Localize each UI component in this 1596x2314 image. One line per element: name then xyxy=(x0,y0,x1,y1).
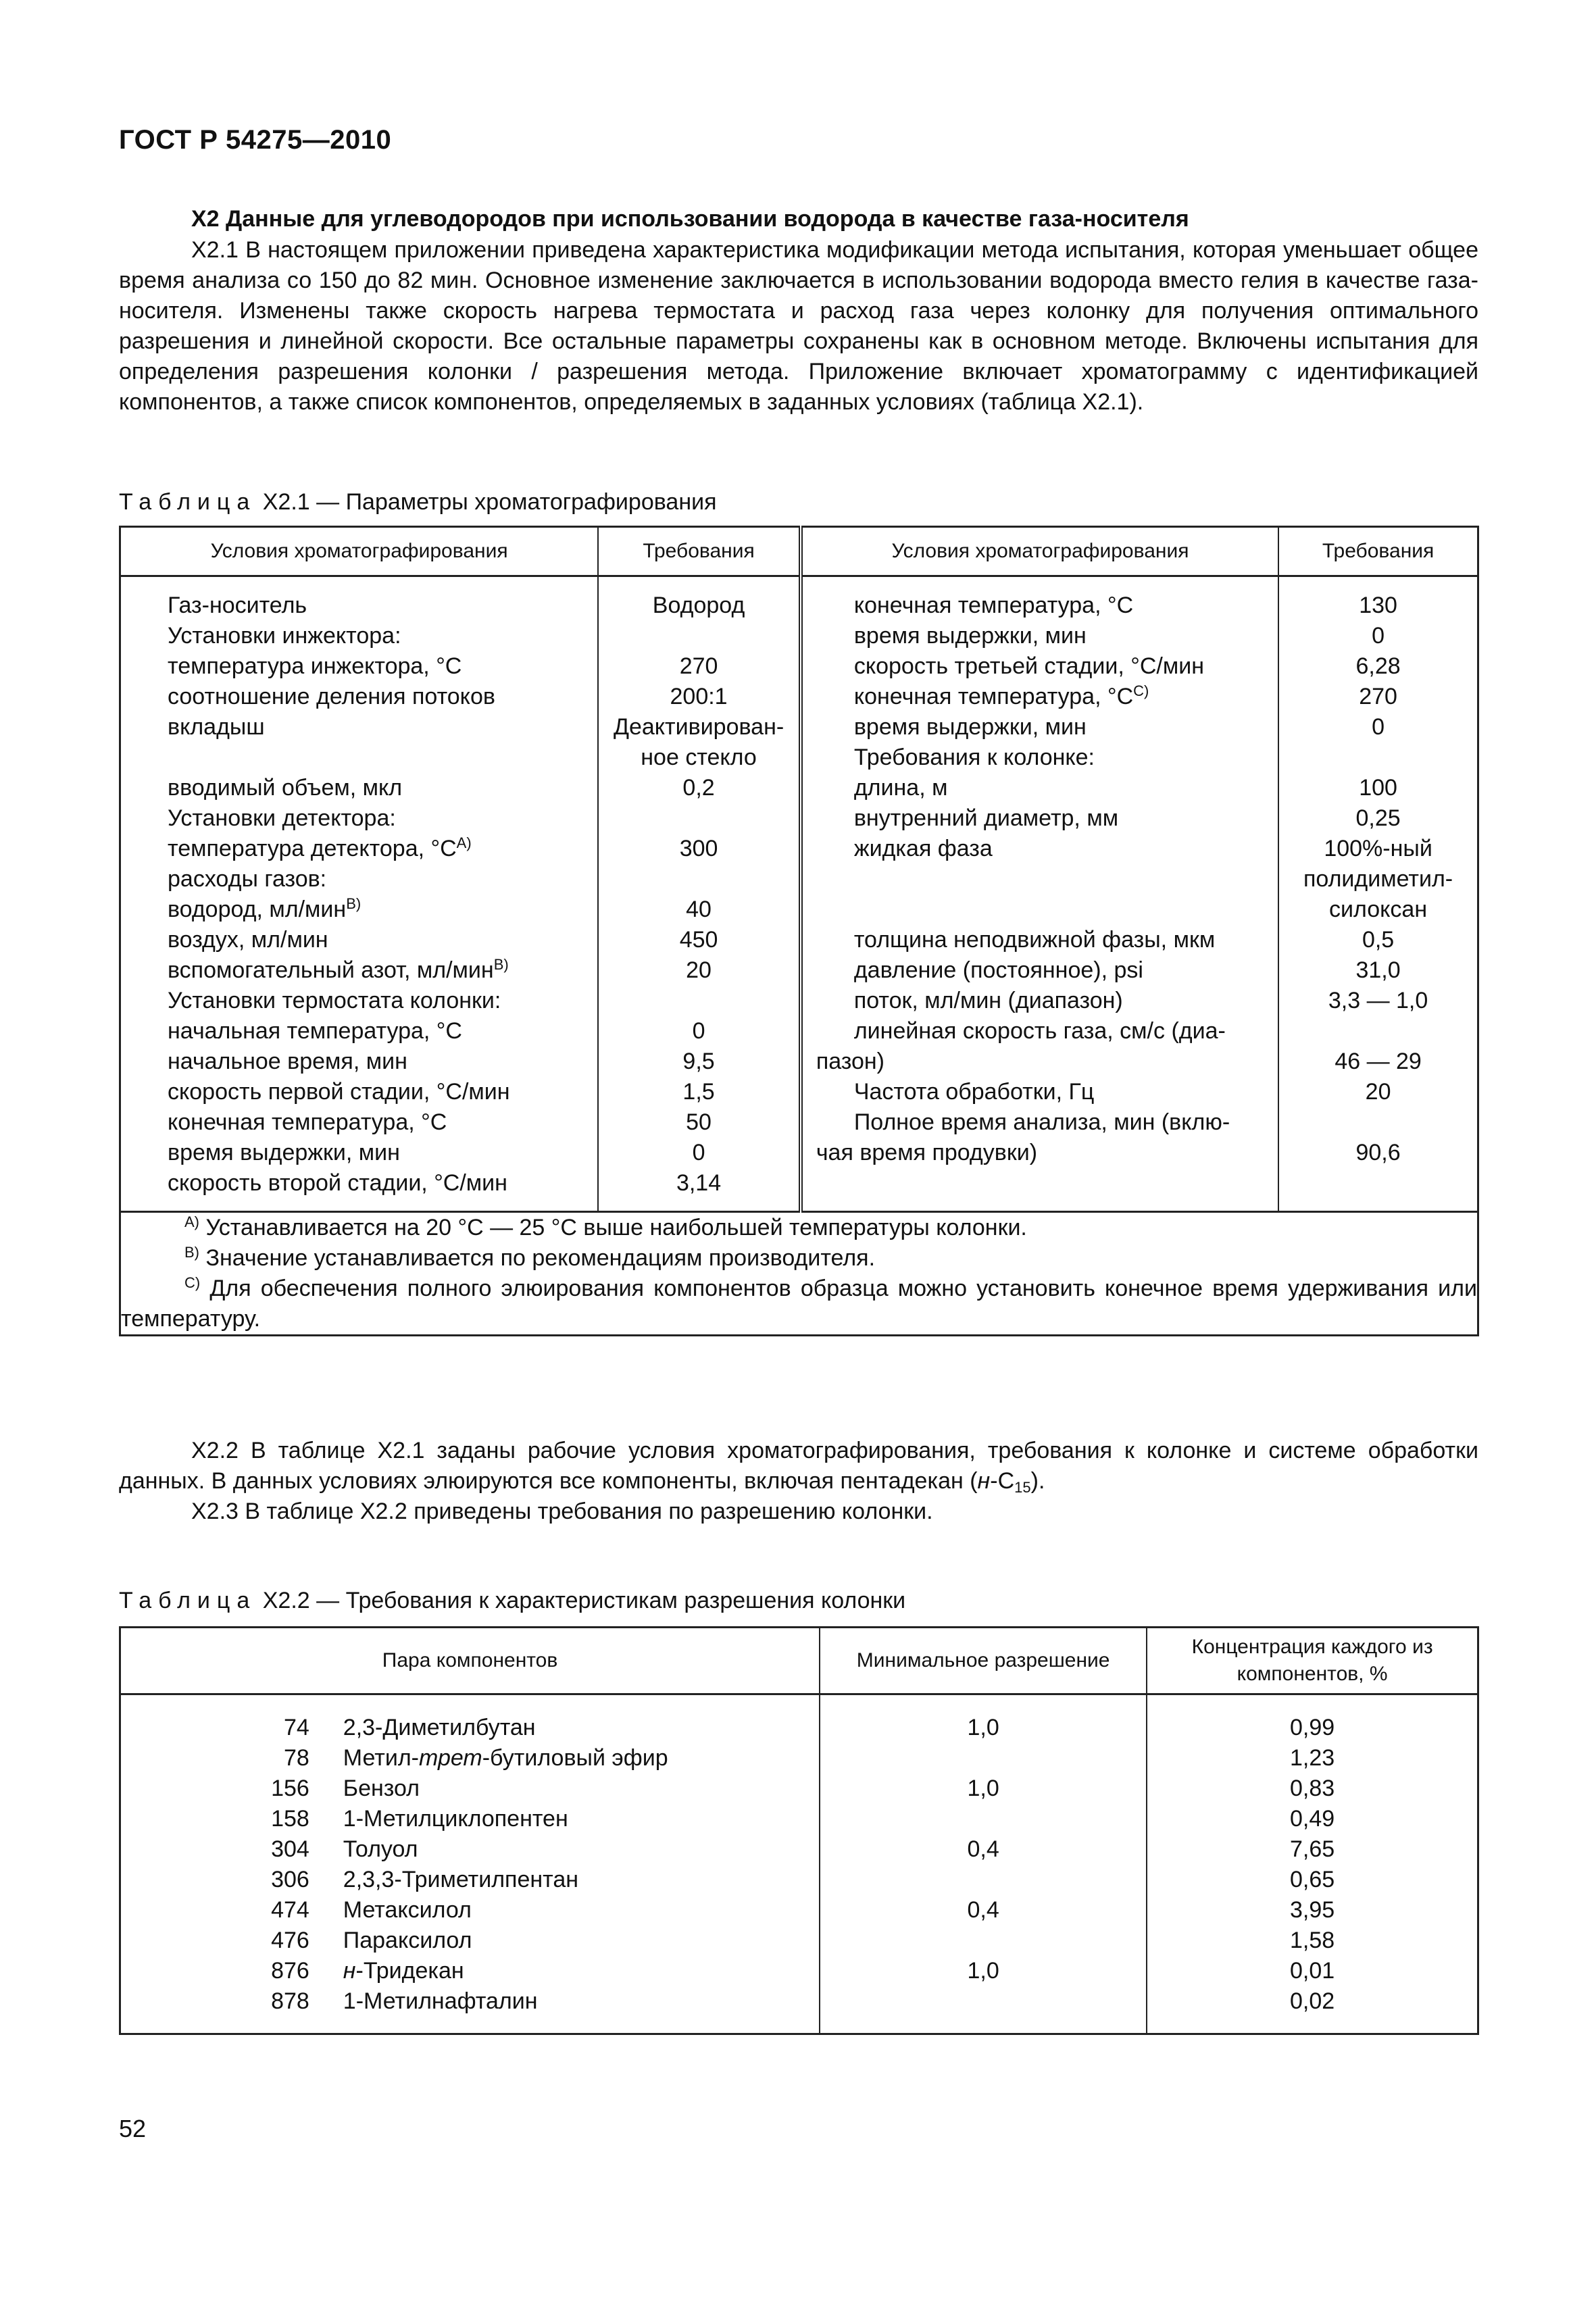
table2-resolution xyxy=(821,1926,1145,1956)
table2-concentration-value: 1,23 xyxy=(1290,1745,1335,1771)
table1-condition: вкладыш xyxy=(168,714,265,740)
table1-value: силоксан xyxy=(1329,897,1428,922)
table1-footnote: $^{B)}$ Значение устанавливается по рекомендациям производителя. xyxy=(184,1244,876,1271)
table1-value: 90,6 xyxy=(1355,1140,1401,1165)
table2-component-name: Толуол xyxy=(343,1836,418,1862)
table2-pair-number: 74 xyxy=(283,1715,309,1740)
table1-value xyxy=(1279,1168,1477,1199)
table2-pair-number: 156 xyxy=(271,1776,309,1801)
table2-pair-number: 878 xyxy=(271,1988,309,2014)
table2-component-name: Метил-трет-бутиловый эфир xyxy=(343,1745,668,1771)
table2-concentration-value: 1,58 xyxy=(1290,1928,1335,1953)
table1-condition: скорость третьей стадии, °С/мин xyxy=(853,653,1205,679)
table2-pair-numbers xyxy=(120,1694,343,2034)
table1-condition: время выдержки, мин xyxy=(853,623,1087,649)
table1-condition: вспомогательный азот, мл/мин$^{B)}$ xyxy=(168,956,509,983)
table2-pair-number: 474 xyxy=(271,1897,309,1923)
table2-pair-number: 476 xyxy=(271,1928,309,1953)
table2-concentration-value: 0,65 xyxy=(1290,1867,1335,1892)
table2-pair-number: 158 xyxy=(271,1806,309,1832)
table2-pair-number: 876 xyxy=(271,1958,309,1984)
table1-condition: начальное время, мин xyxy=(168,1049,407,1074)
page-number: 52 xyxy=(119,2115,147,2142)
table1-condition: температура детектора, $^\circ С^{A)}$ xyxy=(168,834,472,861)
table1-condition: пазон) xyxy=(816,1049,884,1074)
table1-value xyxy=(1279,743,1477,773)
table1-condition xyxy=(121,743,597,773)
table1-header-cell: Условия хроматографирования xyxy=(120,527,599,576)
table1-condition: Частота обработки, Гц xyxy=(853,1079,1095,1105)
table1-value: 31,0 xyxy=(1355,957,1401,983)
table1-left-values xyxy=(598,576,801,1212)
table1-value: 0,2 xyxy=(682,775,715,801)
table1-value: 6,28 xyxy=(1355,653,1401,679)
table1-condition: Установки детектора: xyxy=(168,805,396,831)
table1-value xyxy=(599,621,799,651)
table1-condition: поток, мл/мин (диапазон) xyxy=(853,988,1123,1013)
table2-resolution: 1,0 xyxy=(967,1776,999,1801)
table1-condition: чая время продувки) xyxy=(816,1140,1038,1165)
table1-condition: соотношение деления потоков xyxy=(168,684,495,709)
table1-value: Водород xyxy=(652,593,745,618)
section-title: X2 Данные для углеводородов при использовании водорода в качестве газа-носителя xyxy=(191,206,1189,232)
table1-value: 3,14 xyxy=(676,1170,722,1196)
table2-component-name: Бензол xyxy=(343,1776,420,1801)
table2-component-name: 1-Метилциклопентен xyxy=(343,1806,568,1832)
table-resolution-requirements xyxy=(119,1626,1479,2035)
table1-value: 46 — 29 xyxy=(1335,1049,1422,1074)
table2-body-row xyxy=(120,1694,1478,2034)
table1-caption: Таблица X2.1 — Параметры хроматографирования xyxy=(119,489,717,515)
table1-value: 300 xyxy=(679,836,718,861)
table2-concentration-value: 0,49 xyxy=(1290,1806,1335,1832)
table1-value: 100%-ный xyxy=(1324,836,1432,861)
table1-value: 0 xyxy=(692,1018,705,1044)
table1-condition xyxy=(803,1168,1278,1199)
table1-value xyxy=(1279,1016,1477,1047)
table1-condition: конечная температура, $^\circ С^{C)}$ xyxy=(853,682,1149,709)
table1-condition: внутренний диаметр, мм xyxy=(853,805,1119,831)
table1-left-conditions xyxy=(120,576,599,1212)
table2-caption: Таблица X2.2 — Требования к характеристикам разрешения колонки xyxy=(119,1588,906,1613)
table2-resolution: 1,0 xyxy=(967,1958,999,1984)
table2-component-name: 1-Метилнафталин xyxy=(343,1988,538,2014)
table2-concentration-value: 0,01 xyxy=(1290,1958,1335,1984)
paragraph-x2-3: X2.3 В таблице X2.2 приведены требования по разрешению колонки. xyxy=(191,1499,933,1524)
table2-component-name: н-Тридекан xyxy=(343,1958,464,1984)
table1-condition: вводимый объем, мкл xyxy=(168,775,403,801)
table2-concentration-value: 0,83 xyxy=(1290,1776,1335,1801)
table2-min-resolution xyxy=(820,1694,1147,2034)
table1-value: 20 xyxy=(686,957,712,983)
table1-condition: температура инжектора, °С xyxy=(168,653,462,679)
table2-header-cell: Минимальное разрешение xyxy=(820,1628,1147,1694)
document-header-id: ГОСТ Р 54275—2010 xyxy=(119,125,392,155)
table1-value: 40 xyxy=(686,897,712,922)
table2-component-name: 2,3-Диметилбутан xyxy=(343,1715,536,1740)
table1-header-cell: Требования xyxy=(598,527,801,576)
table2-resolution xyxy=(821,1743,1145,1774)
table1-value: 130 xyxy=(1359,593,1397,618)
table1-value: 0 xyxy=(692,1140,705,1165)
table1-value: полидиметил- xyxy=(1303,866,1453,892)
table1-value: 270 xyxy=(1359,684,1397,709)
table1-value xyxy=(599,986,799,1016)
table2-concentration-value: 3,95 xyxy=(1290,1897,1335,1923)
table1-header-cell: Требования xyxy=(1278,527,1478,576)
table1-condition: время выдержки, мин xyxy=(168,1140,400,1165)
table1-condition: Требования к колонке: xyxy=(853,745,1095,770)
table2-header-cell: Концентрация каждого из компонентов, % xyxy=(1147,1628,1478,1694)
table2-resolution xyxy=(821,1804,1145,1834)
table1-value: 3,3 — 1,0 xyxy=(1328,988,1428,1013)
table1-condition: Газ-носитель xyxy=(168,593,307,618)
table2-concentration-value: 0,99 xyxy=(1290,1715,1335,1740)
table1-value: ное стекло xyxy=(641,745,757,770)
table1-footnote: $^{C)}$ Для обеспечения полного элюирования компонентов образца можно установить конечное время удерживания или температуру. xyxy=(121,1274,1477,1332)
table1-right-values xyxy=(1278,576,1478,1212)
table1-condition: Установки инжектора: xyxy=(168,623,401,649)
table1-value: 9,5 xyxy=(682,1049,715,1074)
table1-condition: начальная температура, °С xyxy=(168,1018,462,1044)
table1-header-row xyxy=(120,527,1478,576)
table1-value: 450 xyxy=(679,927,718,953)
table1-value xyxy=(599,803,799,834)
table1-value: 20 xyxy=(1365,1079,1391,1105)
table1-condition: скорость второй стадии, °С/мин xyxy=(168,1170,507,1196)
table2-concentration-value: 0,02 xyxy=(1290,1988,1335,2014)
table1-value: 50 xyxy=(686,1109,712,1135)
paragraph-x2-1: X2.1 В настоящем приложении приведена характеристика модификации метода испытания, которая уменьшает общее время анализа со 150 до 82 мин. Основное изменение заключается в использовании водорода вместо гелия в качестве газа-носителя. Изменены также скорость нагрева термостата и расход газа через колонку для получения оптимального разрешения и линейной скорости. Все остальные параметры сохранены как в основном методе. Включены испытания для определения разрешения колонки / разрешения метода. Приложение включает хроматограмму с идентификацией компонентов, а также список компонентов, определяемых в заданных условиях (таблица X2.1). xyxy=(119,237,1478,415)
table1-condition: время выдержки, мин xyxy=(853,714,1087,740)
table1-notes-row xyxy=(120,1212,1478,1336)
table2-component-name: Параксилол xyxy=(343,1928,472,1953)
table2-resolution xyxy=(821,1865,1145,1895)
table2-resolution: 1,0 xyxy=(967,1715,999,1740)
table1-condition: длина, м xyxy=(853,775,948,801)
table-chromatography-params xyxy=(119,526,1479,1336)
table1-value: 0 xyxy=(1372,623,1385,649)
table1-value: 270 xyxy=(679,653,718,679)
table2-pair-number: 78 xyxy=(283,1745,309,1771)
table1-condition xyxy=(803,895,1278,925)
table1-condition: линейная скорость газа, см/с (диа- xyxy=(853,1018,1226,1044)
table1-header-cell: Условия хроматографирования xyxy=(801,527,1278,576)
table1-condition: жидкая фаза xyxy=(853,836,993,861)
table1-condition: Установки термостата колонки: xyxy=(168,988,501,1013)
table1-condition: расходы газов: xyxy=(168,866,327,892)
table1-condition: водород, мл/мин$^{B)}$ xyxy=(168,895,361,922)
table2-pair-number: 306 xyxy=(271,1867,309,1892)
table1-value: 0,25 xyxy=(1355,805,1401,831)
table2-header-cell: Пара компонентов xyxy=(120,1628,820,1694)
table1-condition: воздух, мл/мин xyxy=(168,927,328,953)
table2-component-names xyxy=(343,1694,820,2034)
table2-concentration-value: 7,65 xyxy=(1290,1836,1335,1862)
table1-condition: конечная температура, °С xyxy=(853,593,1134,618)
table2-resolution: 0,4 xyxy=(967,1897,999,1923)
table1-condition: толщина неподвижной фазы, мкм xyxy=(853,927,1216,953)
table2-resolution xyxy=(821,1986,1145,2017)
table1-value: 1,5 xyxy=(682,1079,715,1105)
table1-value: Деактивирован- xyxy=(613,714,784,740)
table1-condition: скорость первой стадии, °С/мин xyxy=(168,1079,510,1105)
paragraph-x2-2: X2.2 В таблице X2.1 заданы рабочие условия хроматографирования, требования к колонке и системе обработки данных. В данных условиях элюируются все компоненты, включая пентадекан $(н-С_{15})$. xyxy=(119,1438,1478,1496)
table2-header-row xyxy=(120,1628,1478,1694)
table1-value: 0,5 xyxy=(1362,927,1395,953)
table1-value: 0 xyxy=(1372,714,1385,740)
table2-concentration xyxy=(1147,1694,1478,2034)
table1-value: 100 xyxy=(1359,775,1397,801)
table1-condition: конечная температура, °С xyxy=(168,1109,447,1135)
table1-footnote: $^{A)}$ Устанавливается на 20 °С — 25 °С выше наибольшей температуры колонки. xyxy=(184,1213,1027,1240)
table1-right-conditions xyxy=(801,576,1278,1212)
table2-component-name: Метаксилол xyxy=(343,1897,472,1923)
table1-condition xyxy=(803,864,1278,895)
table1-value: 200:1 xyxy=(670,684,728,709)
table2-pair-number: 304 xyxy=(271,1836,309,1862)
table1-condition: давление (постоянное), psi xyxy=(853,957,1143,983)
table1-value xyxy=(599,864,799,895)
table1-condition: Полное время анализа, мин (вклю- xyxy=(853,1109,1230,1135)
table2-component-name: 2,3,3-Триметилпентан xyxy=(343,1867,579,1892)
table2-resolution: 0,4 xyxy=(967,1836,999,1862)
table1-body-row xyxy=(120,576,1478,1212)
table1-value xyxy=(1279,1107,1477,1138)
table1-footnotes xyxy=(120,1212,1478,1336)
